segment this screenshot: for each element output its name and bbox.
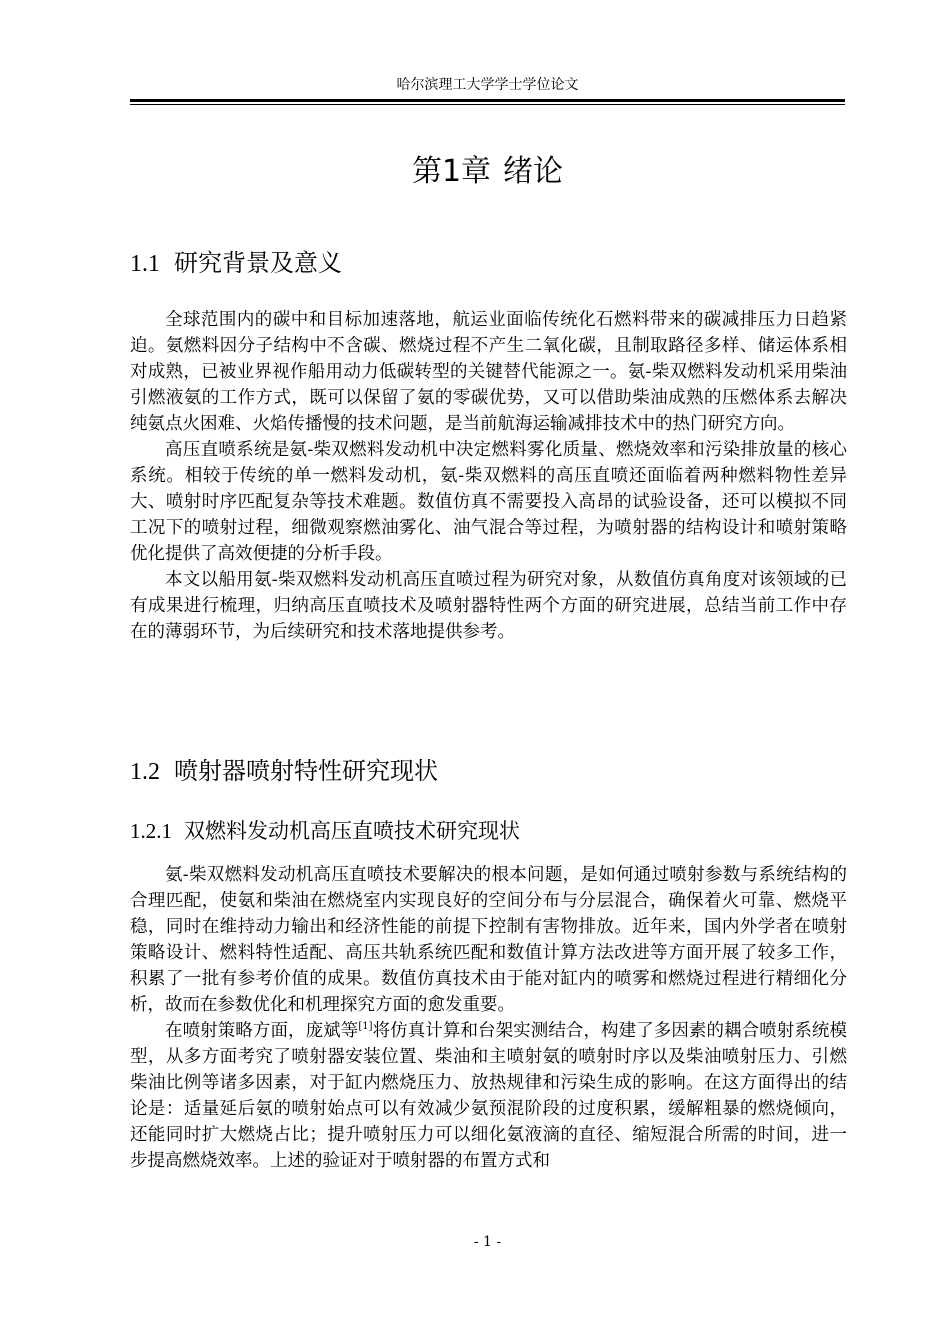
chapter-name: 绪论	[503, 154, 564, 189]
page-number: - 1 -	[473, 1234, 502, 1250]
section-1-1-body	[130, 307, 847, 645]
header-rule-thin	[130, 104, 845, 105]
subsection-number: 1.2.1	[130, 819, 172, 843]
section-number: 1.2	[130, 759, 160, 785]
paragraph-text: 在喷射策略方面，庞斌等	[165, 1021, 359, 1041]
paragraph: 高压直喷系统是氨-柴双燃料发动机中决定燃料雾化质量、燃烧效率和污染排放量的核心系统。相较于传统的单一燃料发动机，氨-柴双燃料的高压直喷还面临着两种燃料物性差异大、喷射时序匹配复杂等技术难题。数值仿真不需要投入高昂的试验设备，还可以模拟不同工况下的喷射过程，细微观察燃油雾化、油气混合等过程，为喷射器的结构设计和喷射策略优化提供了高效便捷的分析手段。	[130, 440, 847, 564]
paragraph-with-citation	[130, 1018, 847, 1174]
section-title: 研究背景及意义	[174, 249, 342, 277]
paragraph: 氨-柴双燃料发动机高压直喷技术要解决的根本问题，是如何通过喷射参数与系统结构的合理匹配，使氨和柴油在燃烧室内实现良好的空间分布与分层混合，确保着火可靠、燃烧平稳，同时在维持动力输出和经济性能的前提下控制有害物排放。近年来，国内外学者在喷射策略设计、燃料特性适配、高压共轨系统匹配和数值计算方法改进等方面开展了较多工作，积累了一批有参考价值的成果。数值仿真技术由于能对缸内的喷雾和燃烧过程进行精细化分析，故而在参数优化和机理探究方面的愈发重要。	[130, 865, 847, 1015]
chapter-title	[130, 152, 845, 192]
section-1-2-1-body	[130, 862, 847, 1174]
section-number: 1.1	[130, 251, 160, 277]
section-heading-1-2	[130, 755, 845, 788]
citation-reference[interactable]: [1]	[358, 1021, 373, 1032]
running-header: 哈尔滨理工大学学士学位论文	[396, 77, 579, 93]
subsection-title: 双燃料发动机高压直喷技术研究现状	[184, 819, 520, 843]
section-heading-1-1	[130, 247, 845, 280]
paragraph: 全球范围内的碳中和目标加速落地，航运业面临传统化石燃料带来的碳减排压力日趋紧迫。氨燃料因分子结构中不含碳、燃烧过程不产生二氧化碳，且制取路径多样、储运体系相对成熟，已被业界视作船用动力低碳转型的关键替代能源之一。氨-柴双燃料发动机采用柴油引燃液氨的工作方式，既可以保留了氨的零碳优势，又可以借助柴油成熟的压燃体系去解决纯氨点火困难、火焰传播慢的技术问题，是当前航海运输减排技术中的热门研究方向。	[130, 310, 847, 434]
paragraph: 本文以船用氨-柴双燃料发动机高压直喷过程为研究对象，从数值仿真角度对该领域的已有成果进行梳理，归纳高压直喷技术及喷射器特性两个方面的研究进展，总结当前工作中存在的薄弱环节，为后续研究和技术落地提供参考。	[130, 570, 847, 642]
paragraph-text: 将仿真计算和台架实测结合，构建了多因素的耦合喷射系统模型，从多方面考究了喷射器安装位置、柴油和主喷射氨的喷射时序以及柴油喷射压力、引燃柴油比例等诸多因素，对于缸内燃烧压力、放热规律和污染生成的影响。在这方面得出的结论是：适量延后氨的喷射始点可以有效减少氨预混阶段的过度积累，缓解粗暴的燃烧倾向，还能同时扩大燃烧占比；提升喷射压力可以细化氨液滴的直径、缩短混合所需的时间，进一步提高燃烧效率。上述的验证对于喷射器的布置方式和	[130, 1021, 848, 1171]
header-rule-thick	[130, 99, 845, 102]
chapter-number: 第1章	[411, 154, 492, 189]
subsection-heading-1-2-1	[130, 817, 845, 845]
section-title: 喷射器喷射特性研究现状	[174, 757, 438, 785]
